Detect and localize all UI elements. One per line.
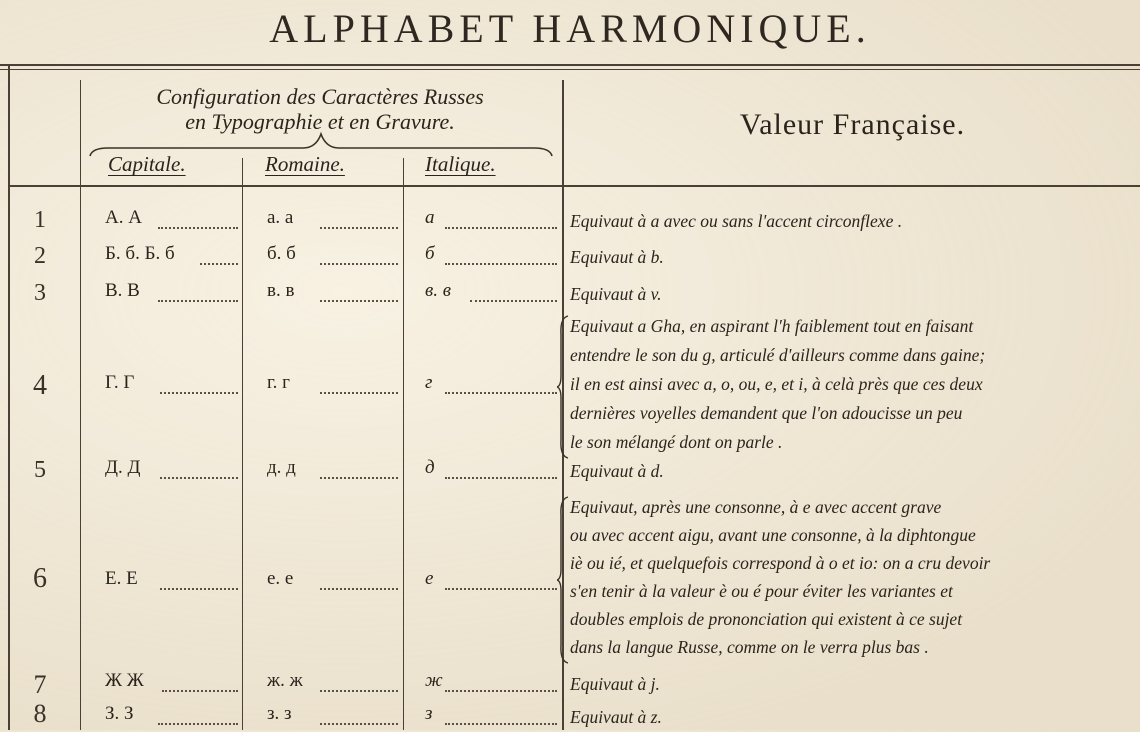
romaine-column-rule [403,158,404,730]
romaine-header: Romaine. [265,152,345,176]
leader-dots [158,723,238,725]
romaine-cell: г. г [267,372,290,393]
capitale-header: Capitale. [108,152,186,176]
italique-cell: д [425,457,435,478]
leader-dots [445,690,557,692]
leader-dots [445,477,557,479]
description-line: dans la langue Russe, comme on le verra plus bas . [570,637,929,657]
description-line: Equivaut, après une consonne, à e avec accent grave [570,497,942,517]
row-number: 7 [33,670,47,699]
number-column-rule [80,80,81,730]
italique-cell: а [425,207,435,228]
leader-dots [445,227,557,229]
capitale-cell: Б. б. Б. б [105,243,175,264]
leader-dots [320,588,398,590]
row-number: 5 [34,457,46,483]
description-line: iè ou ié, et quelquefois correspond à o et io: on a cru devoir [570,553,991,573]
frame-top-rule-thin [0,69,1140,70]
description-line: ou avec accent aigu, avant une consonne, à la diphtongue [570,525,976,545]
description-line: Equivaut à v. [570,284,662,304]
description-line: Equivaut à a avec ou sans l'accent circonflexe . [570,211,903,231]
leader-dots [445,723,557,725]
leader-dots [320,723,398,725]
leader-dots [200,263,238,265]
leader-dots [320,690,398,692]
romaine-cell: е. е [267,568,294,589]
header-bottom-rule [8,185,1140,187]
capitale-cell: А. А [105,207,142,228]
description-line: dernières voyelles demandent que l'on adoucisse un peu [570,403,963,423]
description-line: Equivaut à d. [570,461,664,481]
description-line: Equivaut à z. [570,707,662,727]
leader-dots [445,263,557,265]
capitale-cell: Г. Г [105,372,135,393]
italique-cell: г [425,372,433,393]
leader-dots [162,690,238,692]
leader-dots [320,227,398,229]
row-number: 8 [33,699,47,728]
row-number: 2 [34,243,46,269]
leader-dots [445,392,557,394]
row-brace-icon [557,495,569,665]
row-number: 3 [34,280,46,306]
italique-cell: е [425,568,434,589]
italique-cell: з [425,703,433,724]
configuration-header [90,84,550,134]
description-line: le son mélangé dont on parle . [570,432,783,452]
leader-dots [445,588,557,590]
capitale-cell: Е. Е [105,568,138,589]
italique-cell: в. в [425,280,451,301]
italique-cell: ж [425,670,443,691]
capitale-cell: Д. Д [105,457,141,478]
row-number: 1 [34,207,46,233]
description-line: entendre le son du g, articulé d'ailleurs comme dans gaine; [570,345,986,365]
row-brace-icon [557,314,569,460]
description-line: il en est ainsi avec a, o, ou, e, et i, à celà près que ces deux [570,374,983,394]
romaine-cell: б. б [267,243,296,264]
leader-dots [160,392,238,394]
description-line: s'en tenir à la valeur è ou é pour éviter les variantes et [570,581,953,601]
italique-cell: б [425,243,435,264]
leader-dots [320,263,398,265]
leader-dots [158,300,238,302]
leader-dots [320,392,398,394]
capitale-column-rule [242,158,243,730]
leader-dots [320,477,398,479]
valeur-header: Valeur Française. [739,108,966,141]
leader-dots [160,477,238,479]
description-line: Equivaut à b. [570,247,664,267]
row-number: 6 [33,563,47,594]
romaine-cell: з. з [267,703,292,724]
configuration-header-line1: Configuration des Caractères Russes [156,84,484,109]
romaine-cell: в. в [267,280,295,301]
leader-dots [158,227,238,229]
description-line: Equivaut a Gha, en aspirant l'h faiblement tout en faisant [570,316,974,336]
leader-dots [160,588,238,590]
capitale-cell: З. З [105,703,134,724]
configuration-header-line2: en Typographie et en Gravure. [185,109,455,134]
capitale-cell: В. В [105,280,140,301]
description-line: doubles emplois de prononciation qui existent à ce sujet [570,609,963,629]
row-number: 4 [33,370,47,401]
capitale-cell: Ж Ж [105,670,144,691]
description-line: Equivaut à j. [570,674,660,694]
document-title: ALPHABET HARMONIQUE. [269,6,871,51]
frame-top-rule [0,64,1140,66]
romaine-cell: а. а [267,207,294,228]
leader-dots [470,300,557,302]
italique-header: Italique. [425,152,496,176]
romaine-cell: ж. ж [267,670,303,691]
romaine-cell: д. д [267,457,296,478]
leader-dots [320,300,398,302]
